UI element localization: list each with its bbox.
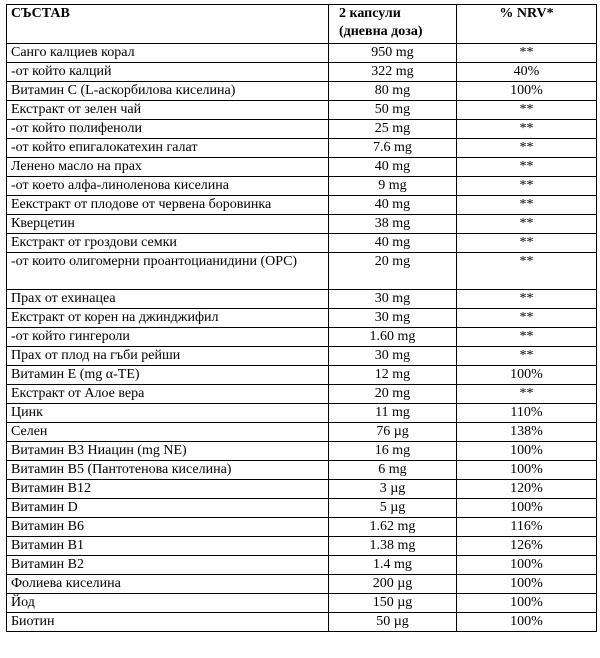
ingredient-nrv: 100% <box>457 366 597 385</box>
ingredient-amount: 16 mg <box>329 442 457 461</box>
ingredient-nrv: ** <box>457 234 597 253</box>
ingredient-nrv: ** <box>457 120 597 139</box>
ingredient-nrv: 120% <box>457 480 597 499</box>
table-row <box>7 366 597 385</box>
ingredient-nrv: 100% <box>457 575 597 594</box>
ingredient-amount: 80 mg <box>329 82 457 101</box>
ingredient-name: Витамин D <box>7 499 329 518</box>
ingredient-amount: 30 mg <box>329 290 457 309</box>
ingredient-amount: 150 µg <box>329 594 457 613</box>
ingredient-nrv: ** <box>457 385 597 404</box>
table-row <box>7 442 597 461</box>
ingredient-nrv: ** <box>457 101 597 120</box>
ingredient-amount: 20 mg <box>329 385 457 404</box>
ingredient-amount: 3 µg <box>329 480 457 499</box>
ingredient-nrv: 100% <box>457 594 597 613</box>
table-row <box>7 120 597 139</box>
ingredient-name: Йод <box>7 594 329 613</box>
ingredient-name: Фолиева киселина <box>7 575 329 594</box>
ingredient-name: -от който полифеноли <box>7 120 329 139</box>
ingredient-amount: 6 mg <box>329 461 457 480</box>
ingredient-nrv: 100% <box>457 556 597 575</box>
ingredient-name: Витамин В1 <box>7 537 329 556</box>
ingredient-name: Екстракт от корен на джинджифил <box>7 309 329 328</box>
table-row <box>7 480 597 499</box>
table-row <box>7 177 597 196</box>
table-row <box>7 253 597 290</box>
ingredient-nrv: 110% <box>457 404 597 423</box>
ingredient-amount: 40 mg <box>329 196 457 215</box>
table-row <box>7 518 597 537</box>
ingredient-amount: 50 µg <box>329 613 457 632</box>
table-row <box>7 347 597 366</box>
ingredient-name: Кверцетин <box>7 215 329 234</box>
ingredient-nrv: 100% <box>457 499 597 518</box>
ingredient-name: Селен <box>7 423 329 442</box>
ingredient-nrv: ** <box>457 177 597 196</box>
ingredient-nrv: 126% <box>457 537 597 556</box>
ingredient-amount: 30 mg <box>329 347 457 366</box>
ingredient-nrv: 100% <box>457 82 597 101</box>
ingredient-amount: 7.6 mg <box>329 139 457 158</box>
ingredient-nrv: ** <box>457 196 597 215</box>
ingredient-amount: 38 mg <box>329 215 457 234</box>
ingredient-amount: 950 mg <box>329 44 457 63</box>
ingredient-name: Прах от плод на гъби рейши <box>7 347 329 366</box>
ingredient-name: -от което алфа-линоленова киселина <box>7 177 329 196</box>
ingredient-name: -от който калций <box>7 63 329 82</box>
ingredient-nrv: ** <box>457 215 597 234</box>
table-header-row <box>7 5 597 44</box>
table-row <box>7 423 597 442</box>
ingredient-nrv: ** <box>457 309 597 328</box>
ingredient-name: Витамин В5 (Пантотенова киселина) <box>7 461 329 480</box>
ingredient-amount: 25 mg <box>329 120 457 139</box>
table-body <box>7 44 597 632</box>
ingredient-amount: 1.38 mg <box>329 537 457 556</box>
ingredient-amount: 1.60 mg <box>329 328 457 347</box>
ingredient-amount: 30 mg <box>329 309 457 328</box>
ingredient-name: Ленено масло на прах <box>7 158 329 177</box>
table-row <box>7 461 597 480</box>
table-row <box>7 575 597 594</box>
ingredient-amount: 200 µg <box>329 575 457 594</box>
table-row <box>7 613 597 632</box>
table-row <box>7 63 597 82</box>
ingredient-name: Екстракт от зелен чай <box>7 101 329 120</box>
ingredient-name: Биотин <box>7 613 329 632</box>
ingredient-name: Витамин В2 <box>7 556 329 575</box>
ingredient-amount: 322 mg <box>329 63 457 82</box>
ingredient-amount: 12 mg <box>329 366 457 385</box>
table-row <box>7 196 597 215</box>
ingredient-name: Витамин В12 <box>7 480 329 499</box>
ingredient-name: Екстракт от гроздови семки <box>7 234 329 253</box>
table-row <box>7 82 597 101</box>
table-row <box>7 139 597 158</box>
ingredient-nrv: ** <box>457 290 597 309</box>
header-dose: 2 капсули (дневна доза) <box>329 5 457 44</box>
ingredient-nrv: ** <box>457 347 597 366</box>
table-row <box>7 290 597 309</box>
ingredient-name: -от който гингероли <box>7 328 329 347</box>
ingredient-amount: 40 mg <box>329 158 457 177</box>
table-row <box>7 537 597 556</box>
table-row <box>7 556 597 575</box>
ingredient-nrv: 100% <box>457 461 597 480</box>
ingredient-nrv: 116% <box>457 518 597 537</box>
ingredient-amount: 20 mg <box>329 253 457 290</box>
ingredient-name: Витамин С (L-аскорбилова киселина) <box>7 82 329 101</box>
ingredient-nrv: 138% <box>457 423 597 442</box>
table-row <box>7 158 597 177</box>
table-row <box>7 499 597 518</box>
ingredient-amount: 1.4 mg <box>329 556 457 575</box>
ingredient-nrv: ** <box>457 139 597 158</box>
ingredient-amount: 50 mg <box>329 101 457 120</box>
ingredient-nrv: 100% <box>457 613 597 632</box>
header-composition: СЪСТАВ <box>7 5 329 44</box>
ingredient-name: Еекстракт от плодове от червена боровинка <box>7 196 329 215</box>
ingredient-name: -от които олигомерни проантоцианидини (OPC) <box>7 253 329 290</box>
table-row <box>7 101 597 120</box>
composition-table-wrapper <box>6 4 597 632</box>
ingredient-name: Екстракт от Алое вера <box>7 385 329 404</box>
table-row <box>7 594 597 613</box>
table-row <box>7 44 597 63</box>
table-row <box>7 234 597 253</box>
ingredient-amount: 9 mg <box>329 177 457 196</box>
header-nrv: % NRV* <box>457 5 597 44</box>
ingredient-name: Витамин В6 <box>7 518 329 537</box>
ingredient-name: Прах от ехинацеа <box>7 290 329 309</box>
table-row <box>7 215 597 234</box>
ingredient-nrv: ** <box>457 328 597 347</box>
ingredient-nrv: 100% <box>457 442 597 461</box>
table-row <box>7 404 597 423</box>
ingredient-nrv: ** <box>457 253 597 290</box>
ingredient-name: -от който епигалокатехин галат <box>7 139 329 158</box>
ingredient-nrv: 40% <box>457 63 597 82</box>
ingredient-amount: 40 mg <box>329 234 457 253</box>
ingredient-amount: 5 µg <box>329 499 457 518</box>
ingredient-nrv: ** <box>457 158 597 177</box>
table-row <box>7 309 597 328</box>
table-row <box>7 385 597 404</box>
ingredient-amount: 1.62 mg <box>329 518 457 537</box>
ingredient-amount: 11 mg <box>329 404 457 423</box>
ingredient-amount: 76 µg <box>329 423 457 442</box>
ingredient-name: Витамин Е (mg α-TE) <box>7 366 329 385</box>
composition-table <box>6 4 597 632</box>
table-row <box>7 328 597 347</box>
ingredient-name: Витамин В3 Ниацин (mg NE) <box>7 442 329 461</box>
ingredient-name: Цинк <box>7 404 329 423</box>
ingredient-nrv: ** <box>457 44 597 63</box>
ingredient-name: Санго калциев корал <box>7 44 329 63</box>
